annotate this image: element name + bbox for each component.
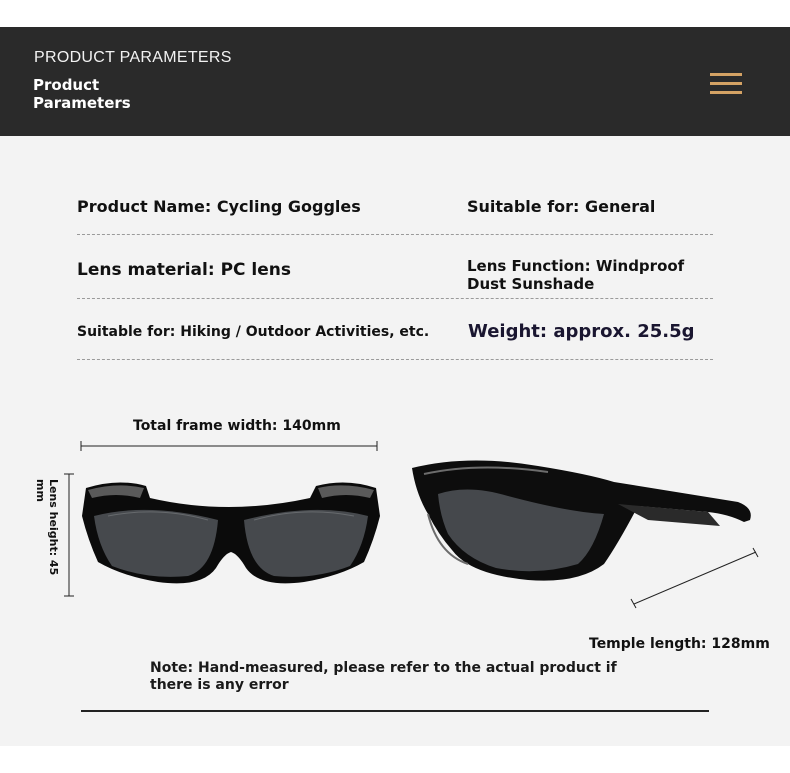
- goggles-front-image: [78, 476, 384, 596]
- param-weight: Weight: approx. 25.5g: [468, 321, 695, 342]
- frame-width-label: Total frame width: 140mm: [133, 418, 341, 434]
- lens-height-label: Lens height: 45 mm: [34, 479, 60, 576]
- parameters-content: [0, 136, 790, 746]
- param-row-3: [77, 299, 713, 360]
- lens-height-measure-line: [64, 473, 76, 597]
- param-suitable-outdoor: Suitable for: Hiking / Outdoor Activities, etc.: [77, 324, 430, 340]
- param-lens-function: Lens Function: Windproof Dust Sunshade: [467, 257, 685, 293]
- temple-length-label: Temple length: 128mm: [589, 636, 770, 652]
- param-row-2: [77, 235, 713, 299]
- bottom-divider: [81, 710, 709, 712]
- param-product-name: Product Name: Cycling Goggles: [77, 197, 361, 216]
- header-title-en: PRODUCT PARAMETERS: [34, 49, 232, 66]
- header-title-cn: Product Parameters: [33, 76, 131, 112]
- param-row-1: [77, 184, 713, 235]
- param-lens-material: Lens material: PC lens: [77, 260, 292, 280]
- frame-width-measure-line: [80, 438, 378, 452]
- measurement-note: Note: Hand-measured, please refer to the actual product if there is any error: [150, 660, 617, 693]
- page-header: [0, 27, 790, 136]
- temple-length-measure-line: [630, 548, 760, 608]
- param-suitable-general: Suitable for: General: [467, 197, 656, 216]
- hamburger-menu-icon[interactable]: [710, 73, 742, 95]
